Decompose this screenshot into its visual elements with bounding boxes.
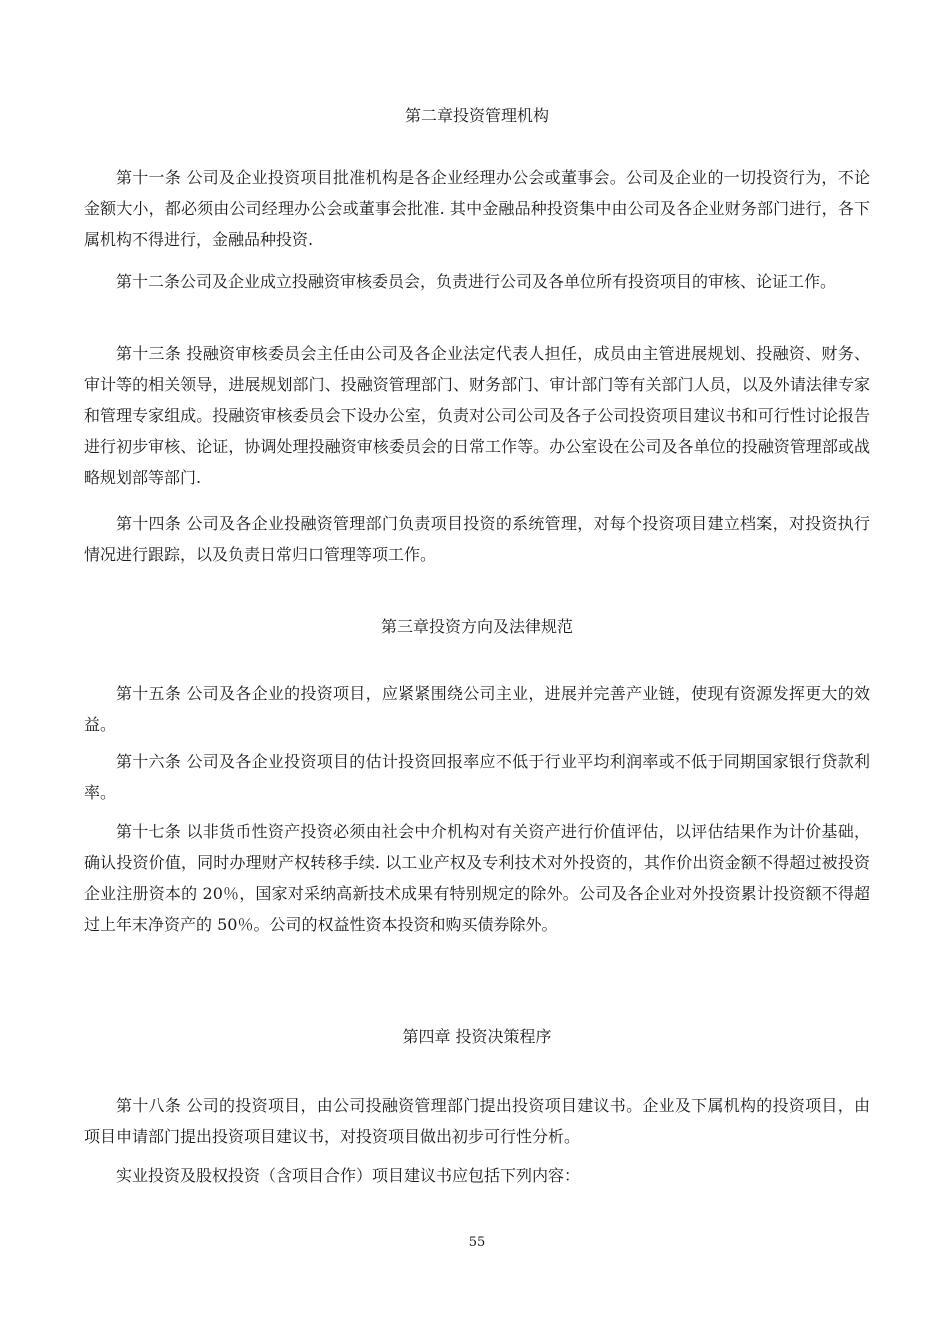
chapter-2-title: 第二章投资管理机构: [404, 106, 549, 125]
article-18-proposal-contents: 实业投资及股权投资（含项目合作）项目建议书应包括下列内容：: [116, 1166, 581, 1185]
article-16: 第十六条 公司及各企业投资项目的估计投资回报率应不低于行业平均利润率或不低于同期国家银行贷款利率。: [84, 752, 870, 802]
document-page: [84, 0, 870, 1344]
article-11: 第十一条 公司及企业投资项目批准机构是各企业经理办公会或董事会。公司及企业的一切投资行为，不论金额大小，都必须由公司经理办公会或董事会批准. 其中金融品种投资集中由公司及各企业财务部门进行，各下属机构不得进行，金融品种投资.: [84, 168, 870, 249]
chapter-3-title: 第三章投资方向及法律规范: [380, 617, 573, 636]
article-12: 第十二条公司及企业成立投融资审核委员会，负责进行公司及各单位所有投资项目的审核、论证工作。: [116, 272, 837, 291]
page-number: 55: [468, 1235, 486, 1250]
article-13: 第十三条 投融资审核委员会主任由公司及各企业法定代表人担任，成员由主管进展规划、投融资、财务、审计等的相关领导，进展规划部门、投融资管理部门、财务部门、审计部门等有关部门人员，以及外请法律专家和管理专家组成。投融资审核委员会下设办公室，负责对公司公司及各子公司投资项目建议书和可行性讨论报告进行初步审核、论证，协调处理投融资审核委员会的日常工作等。办公室设在公司及各单位的投融资管理部或战略规划部等部门.: [84, 344, 870, 487]
article-18: 第十八条 公司的投资项目，由公司投融资管理部门提出投资项目建议书。企业及下属机构的投资项目，由项目申请部门提出投资项目建议书，对投资项目做出初步可行性分析。: [84, 1096, 870, 1146]
article-15: 第十五条 公司及各企业的投资项目，应紧紧围绕公司主业，进展并完善产业链，使现有资源发挥更大的效益。: [84, 684, 870, 734]
article-14: 第十四条 公司及各企业投融资管理部门负责项目投资的系统管理，对每个投资项目建立档案，对投资执行情况进行跟踪，以及负责日常归口管理等项工作。: [84, 514, 870, 564]
chapter-4-title: 第四章 投资决策程序: [402, 1027, 552, 1046]
article-17: 第十七条 以非货币性资产投资必须由社会中介机构对有关资产进行价值评估，以评估结果作为计价基础，确认投资价值，同时办理财产权转移手续. 以工业产权及专利技术对外投资的，其作价出资金额不得超过被投资企业注册资本的 20％，国家对采纳高新技术成果有特别规定的除外。公司及各企业对外投资累计投资额不得超过上年末净资产的 50％。公司的权益性资本投资和购买债券除外。: [84, 822, 870, 934]
